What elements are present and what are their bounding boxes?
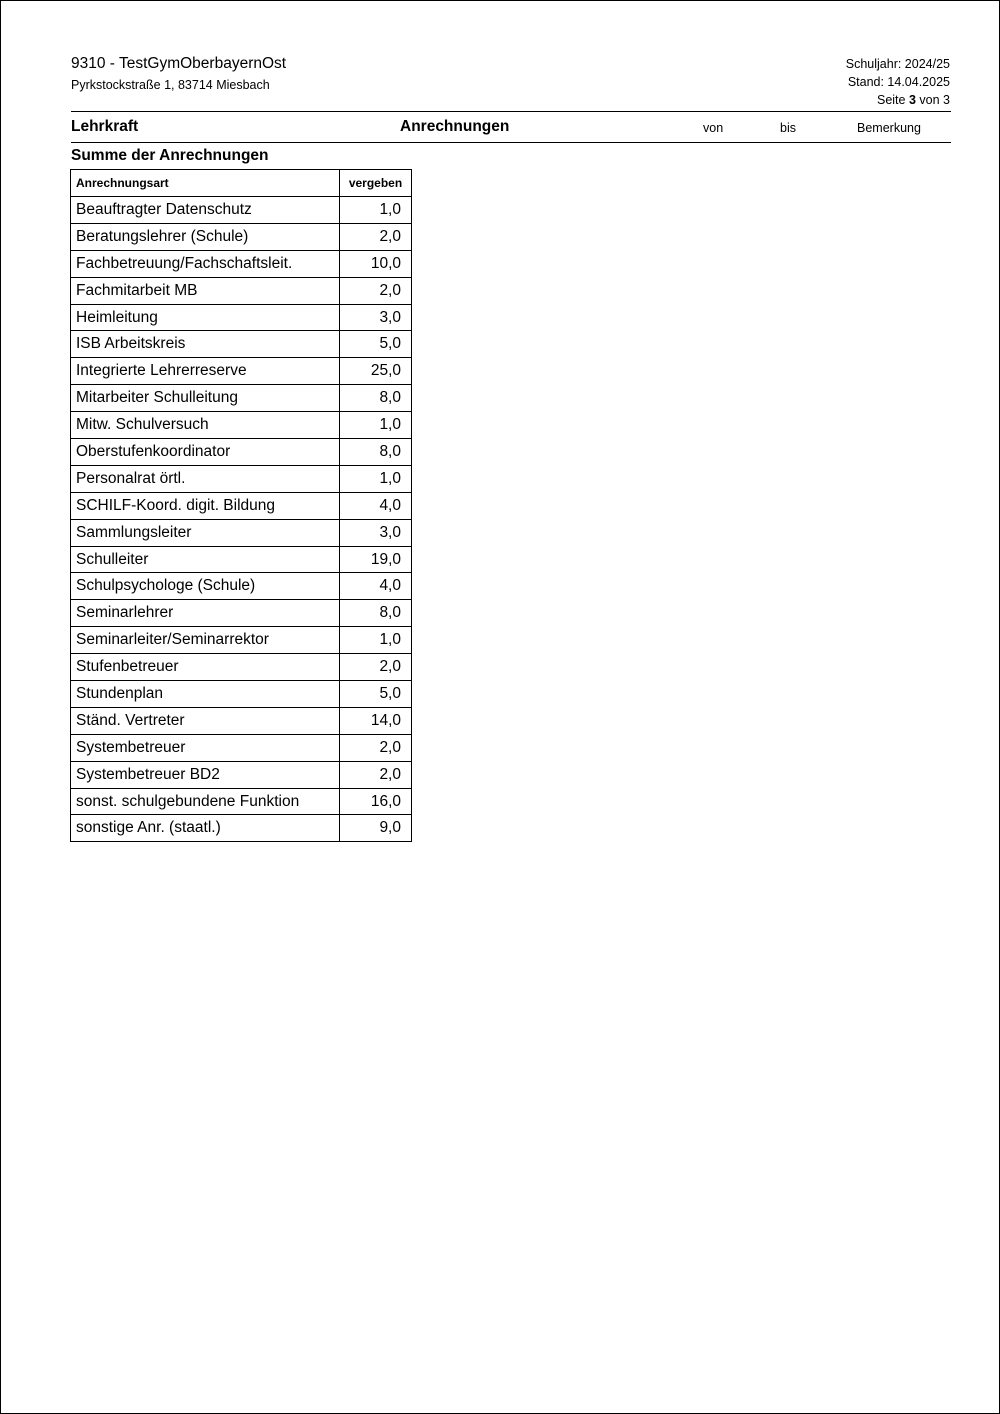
page-number — [846, 91, 950, 109]
table-row — [71, 707, 412, 734]
table-row — [71, 331, 412, 358]
summary-table — [70, 169, 412, 842]
anrechnungsart-cell: Mitarbeiter Schulleitung — [71, 385, 340, 412]
table-row — [71, 681, 412, 708]
schuljahr: Schuljahr: 2024/25 — [845, 57, 950, 71]
vergeben-cell: 8,0 — [340, 439, 412, 466]
anrechnungsart-cell: Beauftragter Datenschutz — [71, 197, 340, 224]
header-anrechnungsart: Anrechnungsart — [71, 170, 340, 197]
anrechnungsart-cell: Oberstufenkoordinator — [71, 439, 340, 466]
table-row — [71, 250, 412, 277]
vergeben-cell: 2,0 — [340, 761, 412, 788]
page-label: Seite — [876, 93, 906, 107]
anrechnungsart-cell: Sammlungsleiter — [71, 519, 340, 546]
table-row — [71, 465, 412, 492]
anrechnungsart-cell: Ständ. Vertreter — [71, 707, 340, 734]
vergeben-cell: 19,0 — [340, 546, 412, 573]
column-bemerkung: Bemerkung — [857, 121, 921, 135]
column-lehrkraft: Lehrkraft — [71, 118, 139, 135]
table-row — [71, 546, 412, 573]
anrechnungsart-cell: Schulpsychologe (Schule) — [71, 573, 340, 600]
anrechnungsart-cell: Stufenbetreuer — [71, 654, 340, 681]
table-row — [71, 385, 412, 412]
table-row — [71, 815, 412, 842]
anrechnungsart-cell: Fachbetreuung/Fachschaftsleit. — [71, 250, 340, 277]
vergeben-cell: 3,0 — [340, 304, 412, 331]
vergeben-cell: 5,0 — [340, 331, 412, 358]
report-meta — [846, 55, 950, 109]
vergeben-cell: 1,0 — [340, 412, 412, 439]
table-row — [71, 600, 412, 627]
vergeben-cell: 9,0 — [340, 815, 412, 842]
page-total: von 3 — [919, 93, 950, 107]
header-rule-top — [71, 111, 951, 112]
table-row — [71, 304, 412, 331]
anrechnungsart-cell: ISB Arbeitskreis — [71, 331, 340, 358]
vergeben-cell: 2,0 — [340, 654, 412, 681]
vergeben-cell: 2,0 — [340, 277, 412, 304]
school-address: Pyrkstockstraße 1, 83714 Miesbach — [71, 78, 270, 92]
anrechnungsart-cell: SCHILF-Koord. digit. Bildung — [71, 492, 340, 519]
vergeben-cell: 14,0 — [340, 707, 412, 734]
vergeben-cell: 1,0 — [340, 197, 412, 224]
vergeben-cell: 1,0 — [340, 627, 412, 654]
vergeben-cell: 1,0 — [340, 465, 412, 492]
vergeben-cell: 4,0 — [340, 573, 412, 600]
vergeben-cell: 2,0 — [340, 734, 412, 761]
vergeben-cell: 25,0 — [340, 358, 412, 385]
vergeben-cell: 8,0 — [340, 600, 412, 627]
table-row — [71, 492, 412, 519]
header-rule-bottom — [71, 142, 951, 143]
table-row — [71, 654, 412, 681]
table-row — [71, 788, 412, 815]
anrechnungsart-cell: Systembetreuer — [71, 734, 340, 761]
anrechnungsart-cell: Heimleitung — [71, 304, 340, 331]
column-von: von — [703, 121, 724, 135]
column-bis: bis — [780, 121, 796, 135]
table-row — [71, 519, 412, 546]
table-row — [71, 358, 412, 385]
vergeben-cell: 8,0 — [340, 385, 412, 412]
anrechnungsart-cell: sonstige Anr. (staatl.) — [71, 815, 340, 842]
anrechnungsart-cell: Stundenplan — [71, 681, 340, 708]
table-row — [71, 734, 412, 761]
section-title: Summe der Anrechnungen — [71, 147, 269, 164]
table-row — [71, 197, 412, 224]
anrechnungsart-cell: Integrierte Lehrerreserve — [71, 358, 340, 385]
table-row — [71, 761, 412, 788]
anrechnungsart-cell: Seminarlehrer — [71, 600, 340, 627]
stand-date: Stand: 14.04.2025 — [847, 75, 950, 89]
anrechnungsart-cell: Seminarleiter/Seminarrektor — [71, 627, 340, 654]
anrechnungsart-cell: sonst. schulgebundene Funktion — [71, 788, 340, 815]
anrechnungsart-cell: Mitw. Schulversuch — [71, 412, 340, 439]
school-name: 9310 - TestGymOberbayernOst — [71, 55, 287, 72]
table-row — [71, 573, 412, 600]
vergeben-cell: 10,0 — [340, 250, 412, 277]
table-row — [71, 439, 412, 466]
table-header-row — [71, 170, 412, 197]
vergeben-cell: 5,0 — [340, 681, 412, 708]
table-row — [71, 223, 412, 250]
table-row — [71, 277, 412, 304]
anrechnungsart-cell: Schulleiter — [71, 546, 340, 573]
anrechnungsart-cell: Fachmitarbeit MB — [71, 277, 340, 304]
table-row — [71, 412, 412, 439]
anrechnungsart-cell: Systembetreuer BD2 — [71, 761, 340, 788]
vergeben-cell: 4,0 — [340, 492, 412, 519]
header-vergeben: vergeben — [340, 170, 412, 197]
column-anrechnungen: Anrechnungen — [400, 118, 510, 135]
table-body — [71, 197, 412, 842]
vergeben-cell: 2,0 — [340, 223, 412, 250]
vergeben-cell: 3,0 — [340, 519, 412, 546]
vergeben-cell: 16,0 — [340, 788, 412, 815]
page-current: 3 — [908, 93, 916, 107]
anrechnungsart-cell: Beratungslehrer (Schule) — [71, 223, 340, 250]
table-row — [71, 627, 412, 654]
anrechnungsart-cell: Personalrat örtl. — [71, 465, 340, 492]
